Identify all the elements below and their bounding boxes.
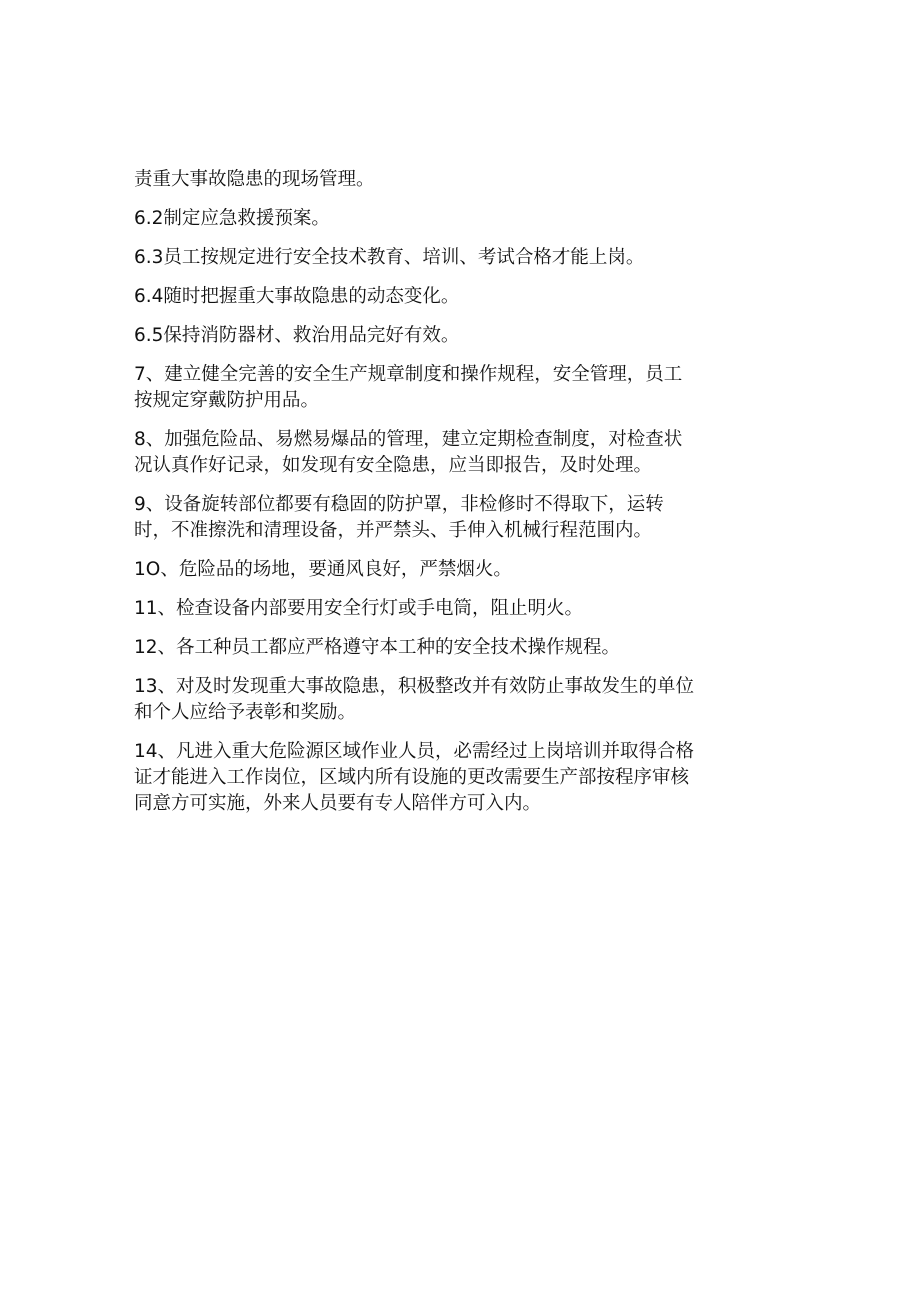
paragraph-line: 11、检查设备内部要用安全行灯或手电筒，阻止明火。	[134, 598, 584, 619]
paragraph-line: 证才能进入工作岗位，区域内所有设施的更改需要生产部按程序审核	[134, 767, 690, 788]
paragraph-12	[134, 635, 794, 661]
paragraph-7	[134, 362, 794, 414]
paragraph-line: 按规定穿戴防护用品。	[134, 390, 320, 411]
paragraph-11	[134, 596, 794, 622]
paragraph-6-4	[134, 284, 794, 310]
paragraph-line: 责重大事故隐患的现场管理。	[134, 169, 375, 190]
paragraph-line: 6.5保持消防器材、救治用品完好有效。	[134, 325, 460, 346]
paragraph-line: 同意方可实施，外来人员要有专人陪伴方可入内。	[134, 793, 542, 814]
paragraph-line: 8、加强危险品、易燃易爆品的管理，建立定期检查制度，对检查状	[134, 429, 683, 450]
paragraph-6-5	[134, 323, 794, 349]
paragraph-8	[134, 427, 794, 479]
paragraph-line: 6.2制定应急救援预案。	[134, 208, 330, 229]
paragraph-line: 和个人应给予表彰和奖励。	[134, 702, 357, 723]
paragraph-6-3	[134, 245, 794, 271]
paragraph-1	[134, 167, 794, 193]
paragraph-6-2	[134, 206, 794, 232]
paragraph-13	[134, 674, 794, 726]
paragraph-14	[134, 739, 794, 817]
paragraph-10	[134, 557, 794, 583]
paragraph-line: 6.3员工按规定进行安全技术教育、培训、考试合格才能上岗。	[134, 247, 645, 268]
paragraph-9	[134, 492, 794, 544]
paragraph-line: 6.4随时把握重大事故隐患的动态变化。	[134, 286, 460, 307]
paragraph-line: 14、凡进入重大危险源区域作业人员，必需经过上岗培训并取得合格	[134, 741, 695, 762]
paragraph-line: 时，不准擦洗和清理设备，并严禁头、手伸入机械行程范围内。	[134, 520, 653, 541]
paragraph-line: 况认真作好记录，如发现有安全隐患，应当即报告，及时处理。	[134, 455, 653, 476]
paragraph-line: 1O、危险品的场地，要通风良好，严禁烟火。	[134, 559, 512, 580]
paragraph-line: 13、对及时发现重大事故隐患，积极整改并有效防止事故发生的单位	[134, 676, 695, 697]
paragraph-line: 7、建立健全完善的安全生产规章制度和操作规程，安全管理，员工	[134, 364, 683, 385]
paragraph-line: 12、各工种员工都应严格遵守本工种的安全技术操作规程。	[134, 637, 621, 658]
document-body	[134, 167, 794, 830]
paragraph-line: 9、设备旋转部位都要有稳固的防护罩，非检修时不得取下，运转	[134, 494, 664, 515]
